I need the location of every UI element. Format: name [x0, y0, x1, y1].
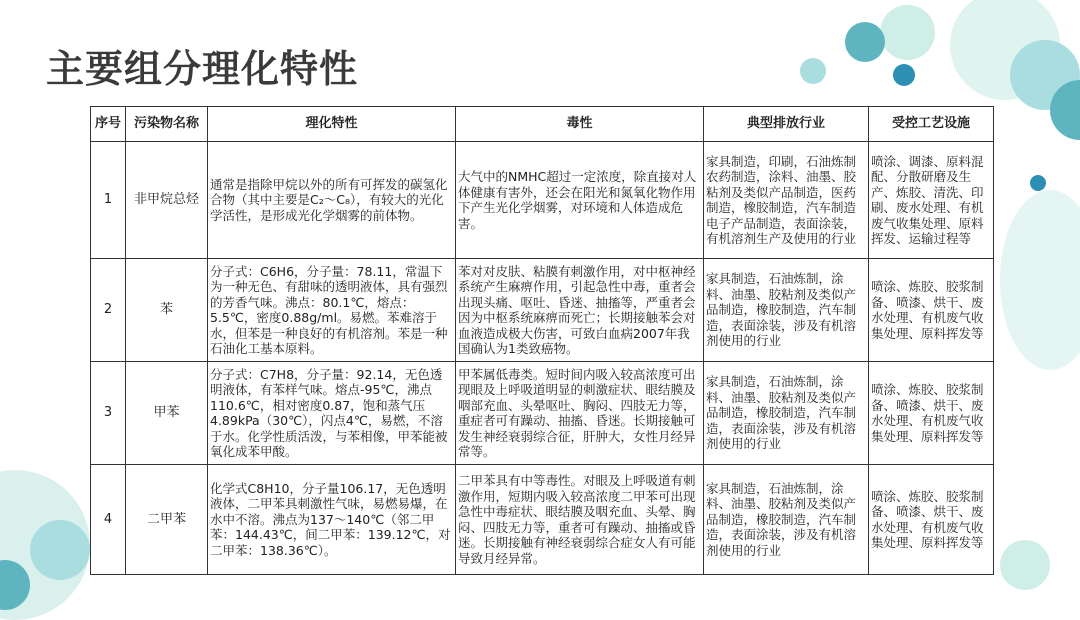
cell-name: 非甲烷总烃 [126, 142, 208, 259]
decor-bubble [880, 5, 935, 60]
header-industry: 典型排放行业 [704, 107, 869, 142]
page-title: 主要组分理化特性 [46, 47, 359, 91]
table-header-row [91, 107, 994, 142]
decor-bubble [1000, 540, 1050, 590]
cell-properties: 通常是指除甲烷以外的所有可挥发的碳氢化合物（其中主要是C₂～C₈），有较大的光化学活性，是形成光化学烟雾的前体物。 [208, 142, 456, 259]
cell-no: 1 [91, 142, 126, 259]
table-row [91, 362, 994, 465]
decor-bubble [1030, 175, 1046, 191]
table-row [91, 142, 994, 259]
table-row [91, 259, 994, 362]
table-row [91, 465, 994, 575]
cell-properties: 分子式：C7H8，分子量：92.14，无色透明液体，有苯样气味。熔点-95℃，沸点110.6℃，相对密度0.87，饱和蒸气压4.89kPa（30℃），闪点4℃，易燃，不溶于水。化学性质活泼，与苯相像，甲苯能被氧化成苯甲酸。 [208, 362, 456, 465]
cell-toxicity: 二甲苯具有中等毒性。对眼及上呼吸道有刺激作用，短期内吸入较高浓度二甲苯可出现急性中毒症状、眼结膜及咽充血、头晕、胸闷、四肢无力等，重者可有躁动、抽搐或昏迷。长期接触有神经衰弱综合症女人有可能导致月经异常。 [456, 465, 704, 575]
header-facility: 受控工艺设施 [869, 107, 994, 142]
cell-toxicity: 苯对对皮肤、粘膜有刺激作用，对中枢神经系统产生麻痹作用，引起急性中毒，重者会出现头痛、呕吐、昏迷、抽搐等，严重者会因为中枢系统麻痹而死亡；长期接触苯会对血液造成极大伤害，可致白血病2007年我国确认为1类致癌物。 [456, 259, 704, 362]
cell-name: 苯 [126, 259, 208, 362]
cell-properties: 化学式C8H10，分子量106.17，无色透明液体，二甲苯具刺激性气味，易燃易爆，在水中不溶。沸点为137～140℃（邻二甲苯：144.43℃，间二甲苯：139.12℃，对二甲苯：138.36℃）。 [208, 465, 456, 575]
decor-bubble [845, 22, 885, 62]
header-name: 污染物名称 [126, 107, 208, 142]
cell-name: 甲苯 [126, 362, 208, 465]
cell-industry: 家具制造，印刷，石油炼制 农药制造，涂料、油墨、胶粘剂及类似产品制造，医药制造，橡胶制造，汽车制造电子产品制造，表面涂装，有机溶剂生产及使用的行业 [704, 142, 869, 259]
cell-facility: 喷涂、炼胶、胶浆制备、喷漆、烘干、废水处理、有机废气收集处理、原料挥发等 [869, 465, 994, 575]
cell-toxicity: 甲苯属低毒类。短时间内吸入较高浓度可出现眼及上呼吸道明显的刺激症状、眼结膜及咽部充血、头晕呕吐、胸闷、四肢无力等，重症者可有躁动、抽搐、昏迷。长期接触可发生神经衰弱综合征，肝肿大，女性月经异常等。 [456, 362, 704, 465]
cell-no: 2 [91, 259, 126, 362]
properties-table [90, 106, 994, 575]
cell-toxicity: 大气中的NMHC超过一定浓度，除直接对人体健康有害外，还会在阳光和氮氧化物作用下产生光化学烟雾，对环境和人体造成危害。 [456, 142, 704, 259]
cell-facility: 喷涂、调漆、原料混配、分散研磨及生产、炼胶、清洗、印刷、废水处理、有机废气收集处理、原料挥发、运输过程等 [869, 142, 994, 259]
cell-industry: 家具制造，石油炼制，涂料、油墨、胶粘剂及类似产品制造，橡胶制造，汽车制造，表面涂装，涉及有机溶剂使用的行业 [704, 362, 869, 465]
decor-bubble [800, 58, 826, 84]
cell-industry: 家具制造，石油炼制，涂料、油墨、胶粘剂及类似产品制造，橡胶制造，汽车制造，表面涂装，涉及有机溶剂使用的行业 [704, 259, 869, 362]
header-toxicity: 毒性 [456, 107, 704, 142]
cell-properties: 分子式：C6H6，分子量：78.11，常温下为一种无色、有甜味的透明液体，具有强烈的芳香气味。沸点：80.1℃，熔点：5.5℃，密度0.88g/ml。易燃。苯难溶于水，但苯是一种良好的有机溶剂。苯是一种石油化工基本原料。 [208, 259, 456, 362]
cell-facility: 喷涂、炼胶、胶浆制备、喷漆、烘干、废水处理、有机废气收集处理、原料挥发等 [869, 362, 994, 465]
header-properties: 理化特性 [208, 107, 456, 142]
cell-industry: 家具制造，石油炼制，涂料、油墨、胶粘剂及类似产品制造，橡胶制造，汽车制造，表面涂装，涉及有机溶剂使用的行业 [704, 465, 869, 575]
cell-no: 3 [91, 362, 126, 465]
cell-no: 4 [91, 465, 126, 575]
decor-bubble [893, 64, 915, 86]
cell-facility: 喷涂、炼胶、胶浆制备、喷漆、烘干、废水处理、有机废气收集处理、原料挥发等 [869, 259, 994, 362]
header-no: 序号 [91, 107, 126, 142]
decor-bubble [1000, 190, 1080, 370]
cell-name: 二甲苯 [126, 465, 208, 575]
decor-bubble [30, 520, 90, 580]
